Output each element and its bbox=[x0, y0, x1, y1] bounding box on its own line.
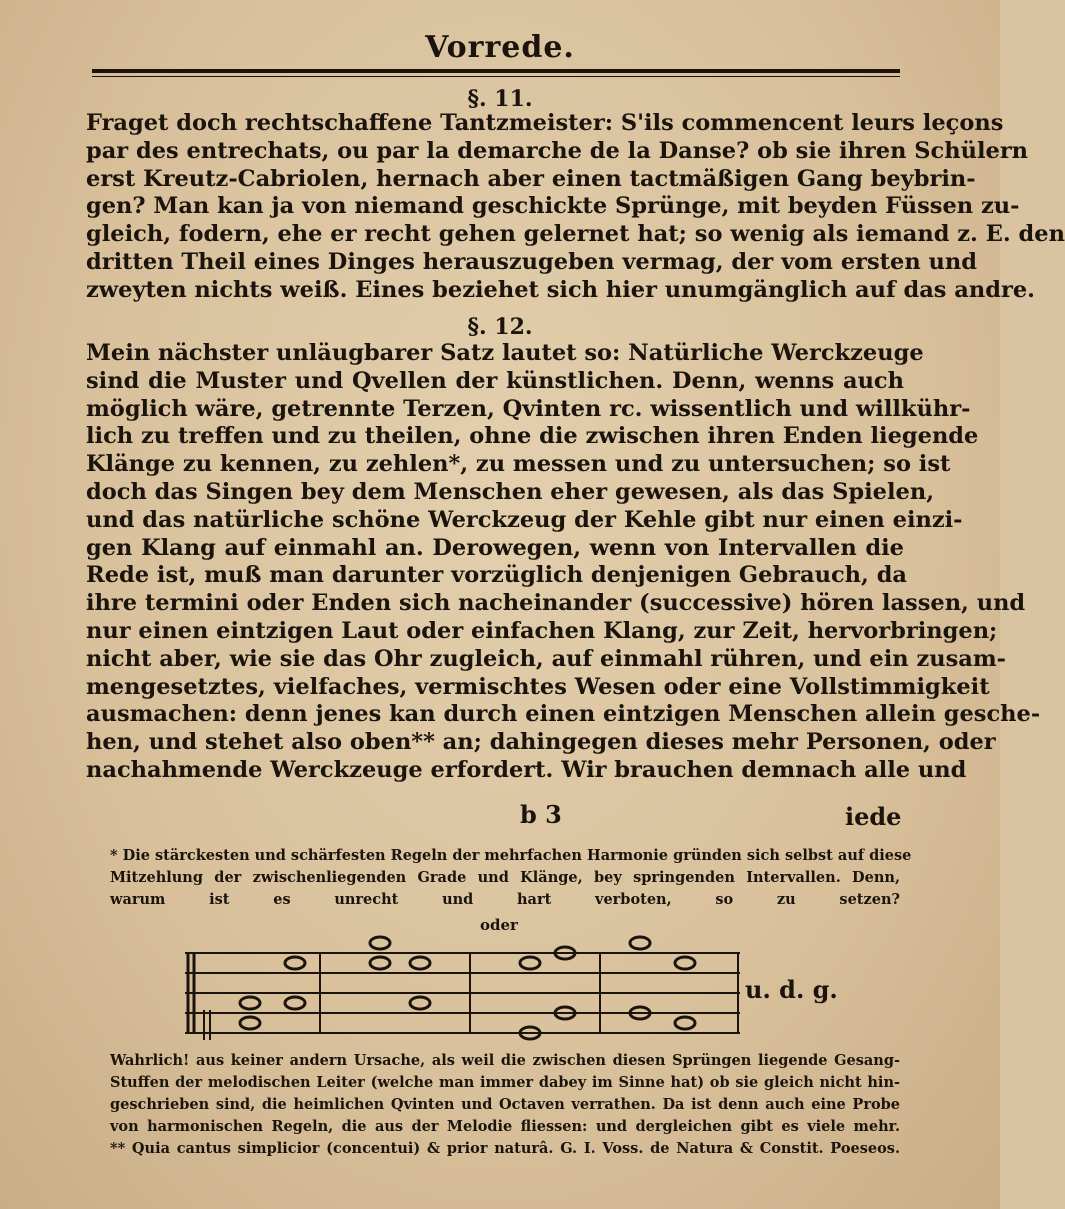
text-line: erst Kreutz-Cabriolen, hernach aber einen tactmäßigen Gang beybrin- bbox=[86, 165, 976, 192]
text-line: nachahmende Werckzeuge erfordert. Wir brauchen demnach alle und bbox=[86, 756, 967, 783]
text-line: mengesetztes, vielfaches, vermischtes Wesen oder eine Vollstimmigkeit bbox=[86, 673, 990, 700]
text-line: gleich, fodern, ehe er recht gehen gelernet hat; so wenig als iemand z. E. den bbox=[86, 221, 1065, 248]
section-heading-12: §. 12. bbox=[467, 314, 533, 340]
text-line: sind die Muster und Qvellen der künstlichen. Denn, wenns auch bbox=[86, 367, 904, 394]
text-line: gen Klang auf einmahl an. Derowegen, wenn von Intervallen die bbox=[86, 534, 904, 561]
footnote-line: Wahrlich! aus keiner andern Ursache, als weil die zwischen diesen Sprüngen liegende Gesang- bbox=[110, 1052, 900, 1069]
text-line: ausmachen: denn jenes kan durch einen eintzigen Menschen allein gesche- bbox=[86, 701, 1041, 728]
signature-mark: b 3 bbox=[520, 800, 562, 829]
text-line: gen? Man kan ja von niemand geschickte Sprünge, mit beyden Füssen zu- bbox=[86, 193, 1020, 220]
music-staff bbox=[180, 915, 820, 1045]
music-label-oder: oder bbox=[480, 916, 518, 934]
footnote-line: Mitzehlung der zwischenliegenden Grade und Klänge, bey springenden Intervallen. Denn, bbox=[110, 869, 900, 886]
text-line: Fraget doch rechtschaffene Tantzmeister: S'ils commencent leurs leçons bbox=[86, 110, 1004, 136]
header-rule-thin bbox=[92, 76, 900, 77]
paragraph-12 bbox=[86, 340, 1041, 785]
paragraph-11 bbox=[86, 110, 1065, 305]
text-line: zweyten nichts weiß. Eines beziehet sich hier unumgänglich auf das andre. bbox=[86, 276, 1035, 303]
section-heading-11: §. 11. bbox=[467, 86, 533, 112]
footnote-line: ** Quia cantus simplicior (concentui) & prior naturâ. G. I. Voss. de Natura & Constit. Poeseos. bbox=[110, 1140, 900, 1157]
catchword: iede bbox=[845, 802, 902, 831]
text-line: dritten Theil eines Dinges herauszugeben vermag, der vom ersten und bbox=[86, 248, 978, 275]
footnote-1 bbox=[110, 845, 912, 911]
text-line: und das natürliche schöne Werckzeug der Kehle gibt nur einen einzi- bbox=[86, 506, 963, 533]
header-rule bbox=[92, 69, 900, 73]
footnote-line: warum ist es unrecht und hart verboten, so zu setzen? bbox=[110, 891, 900, 908]
text-line: lich zu treffen und zu theilen, ohne die zwischen ihren Enden liegende bbox=[86, 423, 979, 450]
text-line: hen, und stehet also oben** an; dahingegen dieses mehr Personen, oder bbox=[86, 729, 996, 756]
music-example bbox=[180, 915, 820, 1045]
text-line: möglich wäre, getrennte Terzen, Qvinten rc. wissentlich und willkühr- bbox=[86, 395, 971, 422]
running-title: Vorrede. bbox=[425, 30, 575, 65]
text-line: Rede ist, muß man darunter vorzüglich denjenigen Gebrauch, da bbox=[86, 562, 908, 589]
text-line: Klänge zu kennen, zu zehlen*, zu messen und zu untersuchen; so ist bbox=[86, 451, 951, 478]
text-line: nicht aber, wie sie das Ohr zugleich, auf einmahl rühren, und ein zusam- bbox=[86, 645, 1007, 672]
footnote-line: geschrieben sind, die heimlichen Qvinten und Octaven verrathen. Da ist denn auch eine Probe bbox=[110, 1096, 900, 1113]
music-label-ud: u. d. g. bbox=[745, 975, 838, 1004]
footnote-line: Stuffen der melodischen Leiter (welche man immer dabey im Sinne hat) ob sie gleich nicht hin- bbox=[110, 1074, 900, 1091]
footnote-2 bbox=[110, 1050, 900, 1160]
text-line: nur einen eintzigen Laut oder einfachen Klang, zur Zeit, hervorbringen; bbox=[86, 617, 998, 644]
text-line: ihre termini oder Enden sich nacheinander (successive) hören lassen, und bbox=[86, 590, 1026, 617]
text-line: par des entrechats, ou par la demarche de la Danse? ob sie ihren Schülern bbox=[86, 137, 1029, 164]
footnote-line: * Die stärckesten und schärfesten Regeln der mehrfachen Harmonie gründen sich selbst auf diese bbox=[110, 847, 912, 864]
footnote-line: von harmonischen Regeln, die aus der Melodie fliessen: und dergleichen gibt es viele mehr. bbox=[110, 1118, 900, 1135]
text-line: doch das Singen bey dem Menschen eher gewesen, als das Spielen, bbox=[86, 478, 935, 505]
text-line: Mein nächster unläugbarer Satz lautet so: Natürliche Werckzeuge bbox=[86, 340, 924, 366]
